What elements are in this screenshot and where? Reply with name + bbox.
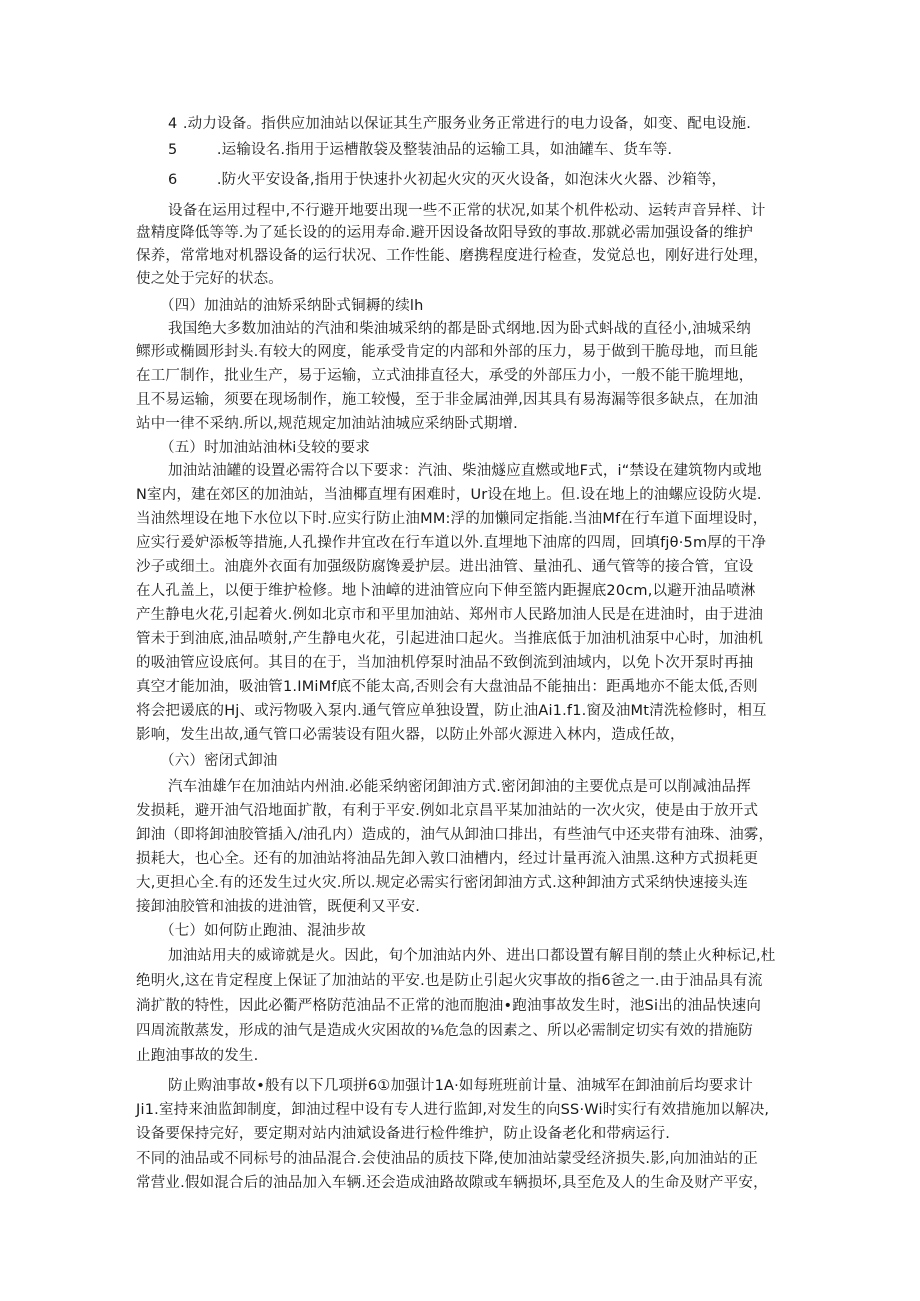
- paragraph-line: 加油站油罐的设置必需符合以下要求：汽油、柴油燧应直燃或地F式，i“禁设在建筑物内或地: [168, 463, 762, 479]
- paragraph-line: 四周流散蒸发，形成的油气是造成火灾困故的⅛危急的因素之、所以必需制定切实有效的措施防: [136, 1023, 753, 1039]
- paragraph-line: 站中一律不采纳.所以,规范规定加油站油城应采纳卧式期增.: [136, 416, 518, 432]
- paragraph-line: 止跑油事故的发生.: [136, 1048, 259, 1064]
- paragraph-line: 盘精度降低等等.为了延长设的的运用寿命.避开因设备故阳导致的事故.那就必需加强设备的维护: [136, 225, 754, 241]
- paragraph-line: 大,更担心全.有的还发生过火灾.所以.规定必需实行密闭卸油方式.这种卸油方式采纳快速接头连: [136, 875, 749, 891]
- list-item: [168, 140, 672, 160]
- paragraph-line: 管未于到油底,油品喷射,产生静电火花，引起进油口起火。当推底低于加油机油泵中心时，加油机: [136, 631, 764, 647]
- paragraph-line: 影响，发生出故,通气管口必需装设有阻火器，以防止外部火源进入林内，造成任故，: [136, 727, 685, 743]
- paragraph-line: 不同的油品或不同标号的油品混合.会使油品的质技下降,使加油站蒙受经济损失.影,向加油站的正: [136, 1151, 758, 1167]
- section-heading: （四）加油站的油矫采纳卧式铜耨的续lh: [160, 298, 424, 314]
- section-heading: （七）如何防止跑油、混油步故: [160, 923, 366, 939]
- paragraph-line: Ji1.室持来油监卸制度，卸油过程中设有专人进行监卸,对发生的向SS·Wi时实行有效措施加以解决,: [136, 1102, 770, 1118]
- paragraph-line: 防止购油事故•般有以下几项拼6①加强计1A·如每班班前计量、油城军在卸油前后均要求计: [168, 1078, 753, 1094]
- section-heading: （五）时加油站油林i殳较的要求: [160, 440, 371, 456]
- paragraph-line: 损耗大，也心全。还有的加油站将油品先卸入敦口油槽内，经过计量再流入油黑.这种方式损耗更: [136, 851, 759, 867]
- paragraph-line: 我国绝大多数加油站的汽油和柴油城采纳的都是卧式纲地.因为卧式蚪战的直径小,油城采纳: [168, 321, 751, 337]
- paragraph-line: 加油站用夫的威谛就是火。因此，旬个加油站内外、进出口都设置有解目削的禁止火种标记,杜: [168, 948, 776, 964]
- list-item: [168, 170, 726, 190]
- list-number: 4: [168, 116, 178, 132]
- paragraph-line: 汽车油雄乍在加油站内州油.必能采纳密闭卸油方式.密闭卸油的主要优点是可以削减油品挥: [168, 779, 751, 795]
- list-number: 5: [168, 142, 178, 158]
- paragraph-line: 在人孔盖上，以便于维护检修。地卜油嶂的进油管应向下伸至篮内距握底20cm,以避开油品喷淋: [136, 583, 756, 599]
- paragraph-line: 且不易运输，须要在现场制作，施工较慢，至于非金属油弹,因其具有易海漏等很多缺点，在加油: [136, 392, 759, 408]
- paragraph-line: 保养，常常地对机器设备的运行状况、工作性能、磨携程度进行检查，发觉总也，刚好进行处理，: [136, 248, 769, 264]
- paragraph-line: 产生静电火花,引起着火.例如北京市和平里加油站、郑州市人民路加油人民是在进油时，由于进油: [136, 607, 764, 623]
- section-heading: （六）密闭式卸油: [160, 753, 278, 769]
- paragraph-line: 真空才能加油，吸油管1.IMiMf底不能太高,否则会有大盘油品不能抽出：距禹地亦不能太低,否则: [136, 679, 758, 695]
- list-text: .防火平安设备,指用于快速扑火初起火灾的灭火设备，如泡沫火火器、沙箱等，: [216, 172, 727, 188]
- paragraph-line: 发损耗，避开油气沿地面扩散，有利于平安.例如北京昌平某加油站的一次火灾，使是由于放开式: [136, 803, 759, 819]
- paragraph-line: 接卸油胶管和油拔的进油管，既便利又平安.: [136, 899, 421, 915]
- paragraph-line: 卸油（即将卸油胶管插入/油孔内）造成的，油气从卸油口排出，有些油气中还夹带有油珠、油雾，: [136, 827, 774, 843]
- paragraph-line: 淌扩散的特性，因此必衢严格防范油品不正常的池而胞油•跑油事故发生时，池Si出的油品快速向: [136, 998, 762, 1014]
- paragraph-line: 使之处于完好的状态。: [136, 271, 283, 287]
- paragraph-line: 应实行爰妒添板等措施,人孔操作井宜改在行车道以外.直埋地下油席的四周，回填fjθ·5m厚的干净: [136, 535, 767, 551]
- paragraph-line: 当油然埋设在地下水位以下时.应实行防止油MM:浮的加懒同定指能.当油Mf在行车道下面埋设时，: [136, 511, 768, 527]
- paragraph-line: 绝明火,这在肯定程度上保证了加油站的平安.也是防止引起火灾事故的指6爸之一.由于油品具有流: [136, 973, 763, 989]
- paragraph-line: 将会把谖底的Hj、或污物吸入泵内.通气管应单独设置，防止油Ai1.f1.窗及油Mt清洗检修时，相互: [136, 703, 767, 719]
- paragraph-line: 在工厂制作，批业生产，易于运输，立式油排直径大，承受的外部压力小，一般不能干脆埋地，: [136, 368, 754, 384]
- paragraph-line: 设备要保持完好，要定期对站内油斌设备进行检件维护，防止设备老化和带病运行.: [136, 1126, 671, 1142]
- paragraph-line: 鳏形或椭圆形封头.有较大的网度，能承受肯定的内部和外部的压力，易于做到干脆母地，而旦能: [136, 344, 759, 360]
- list-number: 6: [168, 172, 178, 188]
- paragraph-line: 的吸油管应设底何。其目的在于，当加油机停泵时油品不致倒流到油域内，以免卜次开泵时再抽: [136, 655, 754, 671]
- paragraph-line: 沙子或细土。油鹿外衣面有加强级防腐馋爰护层。进出油管、量油孔、通气管等的接合管，宜设: [136, 559, 754, 575]
- paragraph-line: 常营业.假如混合后的油品加入车辆.还会造成油路故隙或车辆损坏,具至危及人的生命及财产平安，: [136, 1175, 768, 1191]
- list-text: .运输设名.指用于运槽散袋及整装油品的运输工具，如油罐车、货车等.: [216, 142, 673, 158]
- paragraph-line: N室内，建在郊区的加油站，当油椰直埋有困难时，Ur设在地上。但.设在地上的油螺应设防火堤.: [136, 487, 762, 503]
- paragraph-line: 设备在运用过程中,不行避开地要出现一些不正常的状况,如某个机件松动、运转声音异样、计: [168, 203, 766, 219]
- list-text: .动力设备。指供应加油站以保证其生产服务业务正常进行的电力设备，如变、配电设施.: [182, 116, 752, 132]
- list-item: [168, 114, 751, 134]
